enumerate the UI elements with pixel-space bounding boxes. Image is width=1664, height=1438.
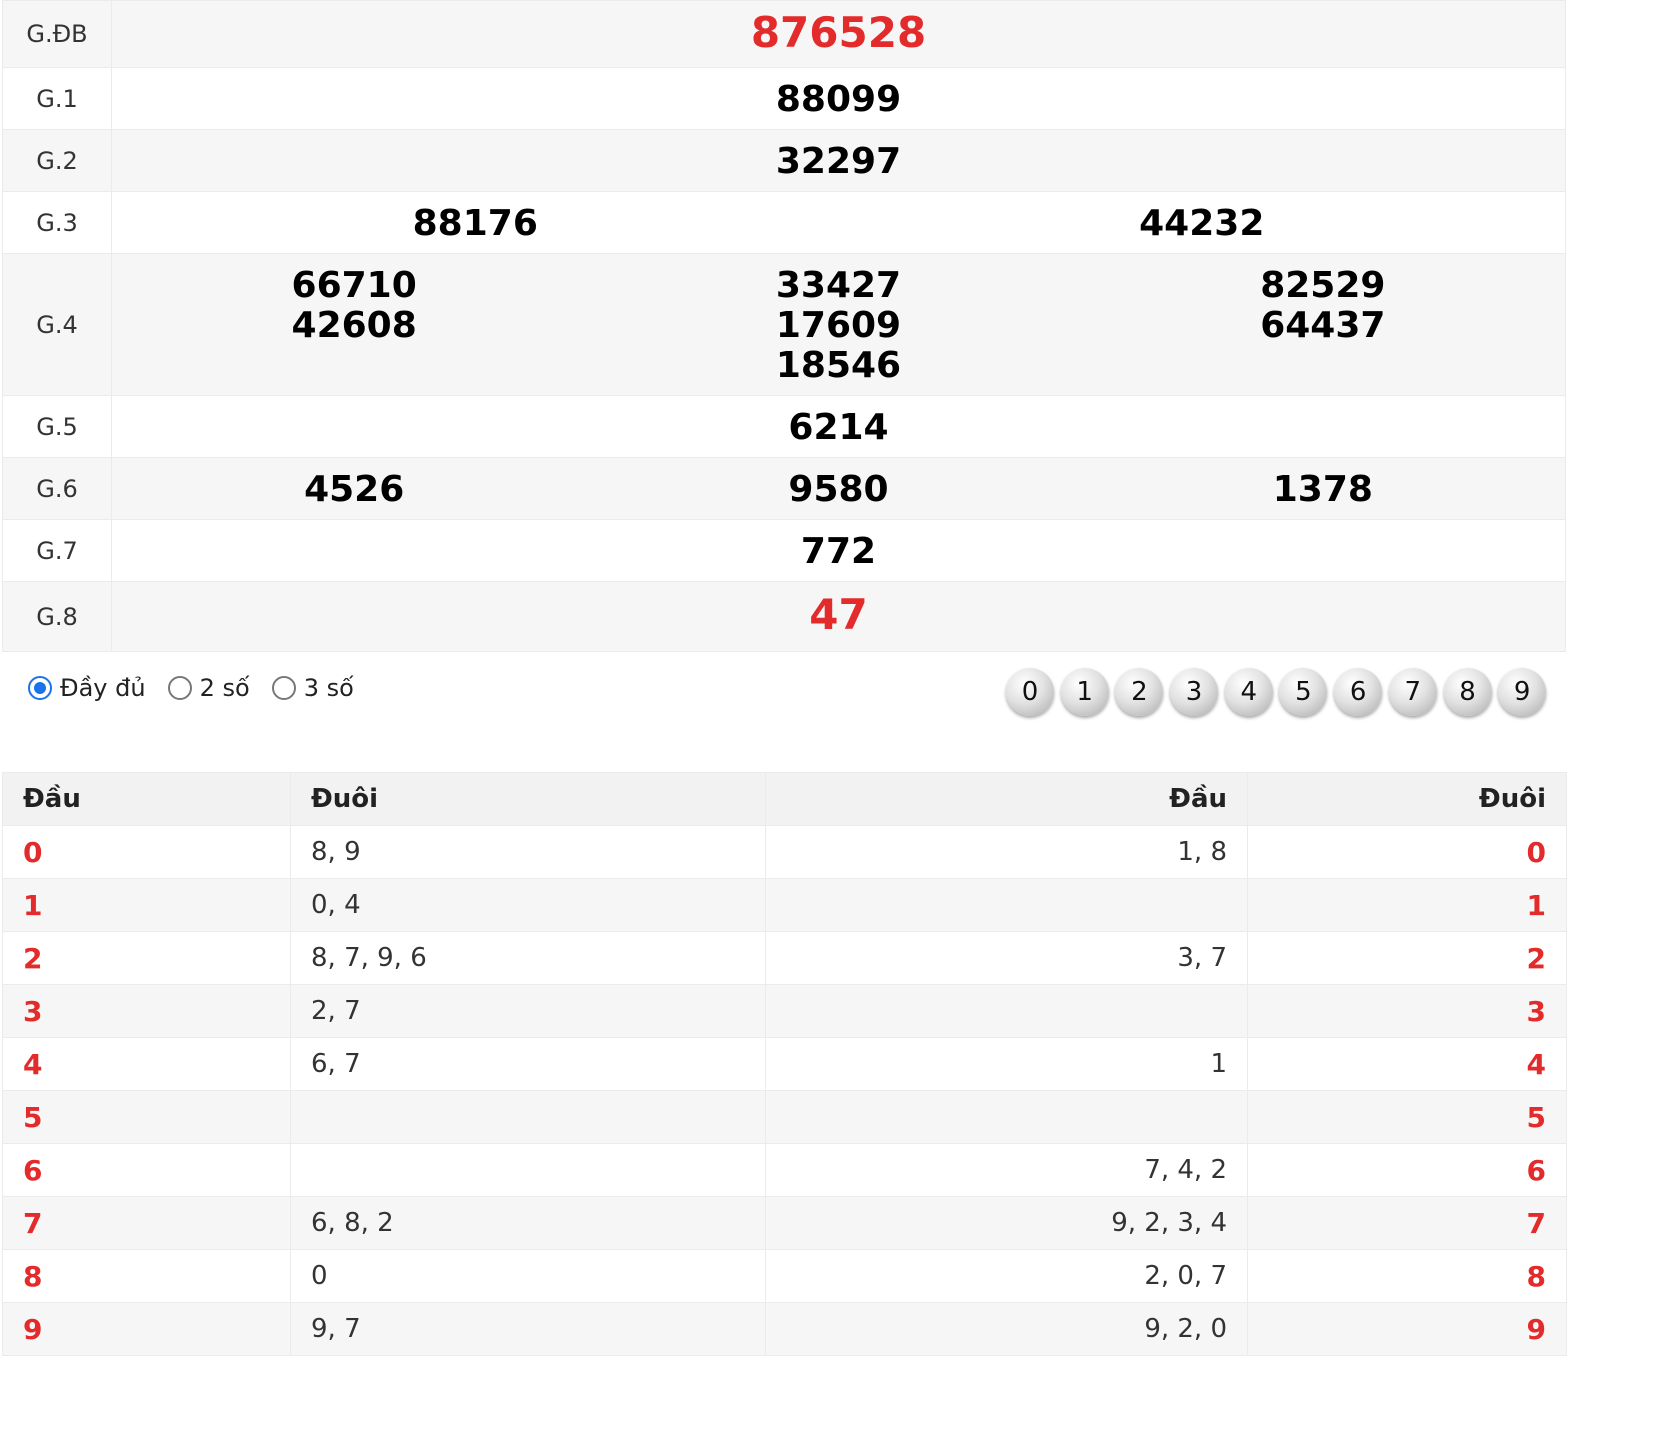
- prize-label: G.3: [3, 192, 112, 254]
- digit-highlight-balls: [1006, 668, 1553, 716]
- table-row: [3, 1197, 1567, 1250]
- head-digit: 4: [3, 1038, 291, 1091]
- prize-number: 33427: [775, 265, 902, 306]
- head-values: 3, 7: [766, 932, 1248, 985]
- prize-row-8: [3, 582, 1566, 652]
- prize-number: 1378: [1272, 469, 1373, 510]
- tail-digit: 3: [1248, 985, 1567, 1038]
- prize-label: G.6: [3, 458, 112, 520]
- loto-head-tail-table: [2, 772, 1567, 1356]
- header-duoi: Đuôi: [1248, 773, 1567, 826]
- tail-values: 6, 8, 2: [291, 1197, 766, 1250]
- head-values: [766, 985, 1248, 1038]
- eighth-prize-number: 47: [809, 590, 868, 639]
- prize-number: 64437: [1260, 305, 1386, 346]
- prize-number: 66710: [291, 265, 417, 306]
- prize-row-2: [3, 130, 1566, 192]
- head-values: 9, 2, 0: [766, 1303, 1248, 1356]
- tail-digit: 7: [1248, 1197, 1567, 1250]
- radio-button-checked[interactable]: [28, 676, 52, 700]
- radio-button[interactable]: [168, 676, 192, 700]
- digit-ball-1[interactable]: 1: [1061, 668, 1109, 716]
- table-row: [3, 985, 1567, 1038]
- prize-number: 18546: [775, 345, 902, 386]
- prize-number: 32297: [775, 141, 902, 182]
- head-values: 7, 4, 2: [766, 1144, 1248, 1197]
- prize-label: G.1: [3, 68, 112, 130]
- prize-number: 4526: [304, 469, 405, 510]
- tail-digit: 1: [1248, 879, 1567, 932]
- tail-digit: 4: [1248, 1038, 1567, 1091]
- prize-label: G.ĐB: [3, 1, 112, 68]
- table-row: [3, 826, 1567, 879]
- radio-label: 2 số: [199, 674, 250, 702]
- tail-digit: 8: [1248, 1250, 1567, 1303]
- digit-ball-7[interactable]: 7: [1389, 668, 1437, 716]
- prize-number: 6214: [788, 407, 889, 448]
- tail-values: 8, 7, 9, 6: [291, 932, 766, 985]
- prize-label: G.7: [3, 520, 112, 582]
- head-digit: 5: [3, 1091, 291, 1144]
- tail-digit: 9: [1248, 1303, 1567, 1356]
- prize-label: G.5: [3, 396, 112, 458]
- head-digit: 6: [3, 1144, 291, 1197]
- tail-values: 9, 7: [291, 1303, 766, 1356]
- prize-row-special: [3, 1, 1566, 68]
- tail-values: 2, 7: [291, 985, 766, 1038]
- digit-ball-0[interactable]: 0: [1006, 668, 1054, 716]
- digit-ball-4[interactable]: 4: [1225, 668, 1273, 716]
- table-row: [3, 1250, 1567, 1303]
- prize-number: 88099: [775, 79, 902, 120]
- radio-full[interactable]: [28, 674, 146, 702]
- prize-number: 17609: [775, 305, 902, 346]
- header-dau: Đầu: [766, 773, 1248, 826]
- digit-ball-8[interactable]: 8: [1444, 668, 1492, 716]
- digit-ball-5[interactable]: 5: [1279, 668, 1327, 716]
- prize-number: 772: [800, 531, 877, 572]
- head-digit: 2: [3, 932, 291, 985]
- head-digit: 0: [3, 826, 291, 879]
- prize-label: G.2: [3, 130, 112, 192]
- head-digit: 9: [3, 1303, 291, 1356]
- radio-3-digits[interactable]: [272, 674, 354, 702]
- head-digit: 8: [3, 1250, 291, 1303]
- prize-row-4: [3, 254, 1566, 396]
- radio-2-digits[interactable]: [168, 674, 250, 702]
- tail-values: 0: [291, 1250, 766, 1303]
- prize-number: 88176: [412, 203, 538, 244]
- tail-values: [291, 1144, 766, 1197]
- prize-number: 42608: [291, 305, 417, 346]
- table-row: [3, 932, 1567, 985]
- tail-values: [291, 1091, 766, 1144]
- tail-values: 0, 4: [291, 879, 766, 932]
- prize-number: 44232: [1139, 203, 1265, 244]
- head-values: 1, 8: [766, 826, 1248, 879]
- head-values: 9, 2, 3, 4: [766, 1197, 1248, 1250]
- tail-digit: 5: [1248, 1091, 1567, 1144]
- results-table: [2, 0, 1566, 652]
- table-row: [3, 1144, 1567, 1197]
- head-values: [766, 879, 1248, 932]
- tail-digit: 6: [1248, 1144, 1567, 1197]
- loto-header-row: [3, 773, 1567, 826]
- radio-label: Đầy đủ: [60, 674, 146, 702]
- prize-label: G.4: [3, 254, 112, 396]
- digit-ball-2[interactable]: 2: [1115, 668, 1163, 716]
- prize-number: 9580: [788, 469, 889, 510]
- head-values: 1: [766, 1038, 1248, 1091]
- digit-ball-6[interactable]: 6: [1334, 668, 1382, 716]
- prize-row-6: [3, 458, 1566, 520]
- special-prize-number: 876528: [750, 8, 927, 57]
- head-values: 2, 0, 7: [766, 1250, 1248, 1303]
- digit-ball-9[interactable]: 9: [1498, 668, 1546, 716]
- prize-number: 82529: [1260, 265, 1386, 306]
- header-duoi: Đuôi: [291, 773, 766, 826]
- header-dau: Đầu: [3, 773, 291, 826]
- digit-ball-3[interactable]: 3: [1170, 668, 1218, 716]
- radio-label: 3 số: [303, 674, 354, 702]
- tail-values: 8, 9: [291, 826, 766, 879]
- prize-row-1: [3, 68, 1566, 130]
- table-row: [3, 1038, 1567, 1091]
- prize-row-7: [3, 520, 1566, 582]
- display-mode-options: [28, 668, 376, 708]
- head-digit: 1: [3, 879, 291, 932]
- tail-digit: 2: [1248, 932, 1567, 985]
- table-row: [3, 1303, 1567, 1356]
- prize-row-3: [3, 192, 1566, 254]
- head-digit: 7: [3, 1197, 291, 1250]
- prize-row-5: [3, 396, 1566, 458]
- table-row: [3, 1091, 1567, 1144]
- head-values: [766, 1091, 1248, 1144]
- radio-button[interactable]: [272, 676, 296, 700]
- table-row: [3, 879, 1567, 932]
- prize-label: G.8: [3, 582, 112, 652]
- tail-digit: 0: [1248, 826, 1567, 879]
- tail-values: 6, 7: [291, 1038, 766, 1091]
- head-digit: 3: [3, 985, 291, 1038]
